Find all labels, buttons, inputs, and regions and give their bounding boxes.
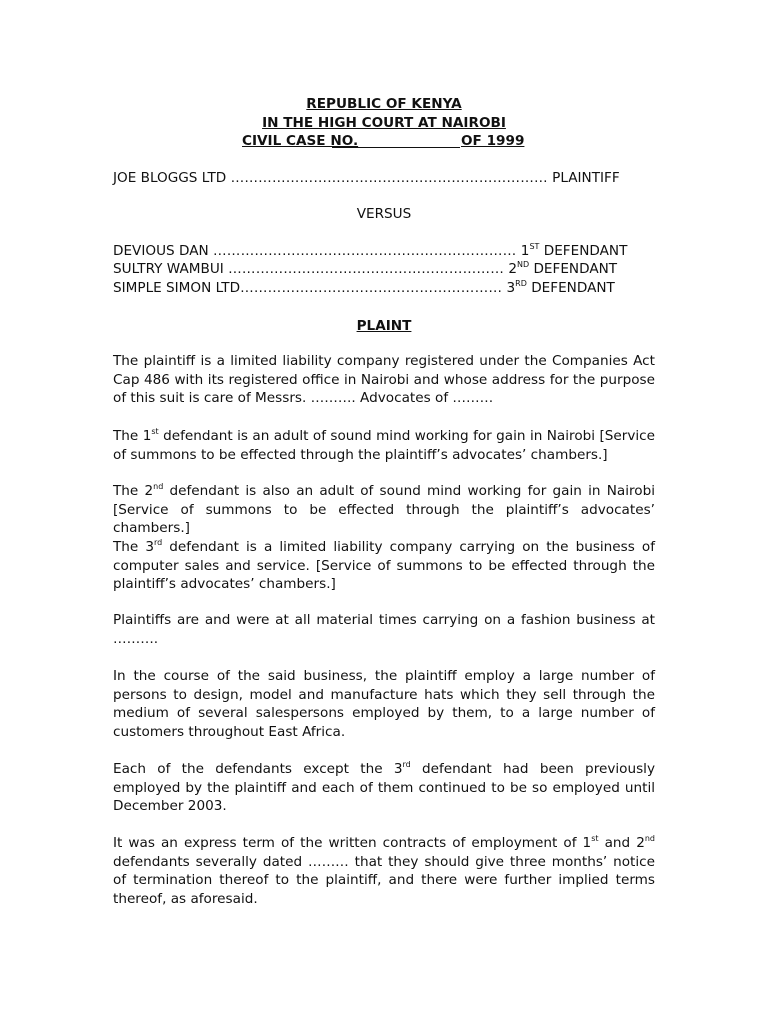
defendant-dots: …………………………………………………	[240, 280, 503, 296]
ordinal-suffix: nd	[644, 834, 655, 843]
paragraph-employees: In the course of the said business, the plaintiff employ a large number of persons to design, model and manufacture hats which they sell through the medium of several salespersons employed by them, to a large number of customers throughout East Africa.	[113, 668, 655, 740]
defendant-name: SULTRY WAMBUI	[113, 261, 224, 277]
court-header	[113, 95, 655, 151]
paragraph-text: defendants severally dated ……… that they should give three months’ notice of termination thereof to the plaintiff, and there were further implied terms thereof, as aforesaid.	[113, 853, 655, 907]
defendant-ordinal: 3	[506, 280, 516, 296]
defendant-line	[113, 260, 617, 279]
case-year: OF 1999	[461, 133, 525, 149]
plaintiff-role: PLAINTIFF	[552, 170, 620, 186]
defendant-role: DEFENDANT	[533, 261, 618, 277]
paragraph-first-defendant	[113, 427, 655, 464]
defendant-ordinal-suffix: RD	[515, 279, 527, 288]
plaint-title: PLAINT	[356, 318, 412, 334]
defendant-dots: …………………………………………………………	[213, 243, 517, 259]
defendant-ordinal: 1	[520, 243, 530, 259]
paragraph-text: defendant had been previously employed by the plaintiff and each of them continued to be so employed until December 2003.	[113, 761, 655, 814]
paragraph-employment	[113, 760, 655, 816]
header-court: IN THE HIGH COURT AT NAIROBI	[262, 114, 506, 131]
ordinal-suffix: rd	[402, 760, 411, 769]
plaintiff-name: JOE BLOGGS LTD	[113, 170, 227, 186]
ordinal-suffix: st	[591, 834, 599, 843]
ordinal-suffix: st	[151, 427, 159, 436]
defendant-line	[113, 279, 615, 298]
paragraph-text: The 2	[113, 483, 154, 499]
case-label: CIVIL CASE NO.	[242, 133, 359, 149]
paragraph-second-defendant	[113, 482, 655, 538]
defendant-name: DEVIOUS DAN	[113, 243, 209, 259]
paragraph-third-defendant	[113, 538, 655, 594]
paragraph-text: defendant is a limited liability company carrying on the business of computer sales and service. [Service of summons to be effected through the plaintiff’s advocates’ chambers.]	[113, 539, 655, 592]
case-number-blank	[332, 147, 460, 148]
defendant-role: DEFENDANT	[543, 243, 628, 259]
paragraph-text: and 2	[598, 835, 645, 851]
paragraph-contract-terms	[113, 834, 655, 908]
ordinal-suffix: nd	[153, 482, 164, 491]
header-republic: REPUBLIC OF KENYA	[306, 96, 462, 112]
paragraph-text: The 1	[113, 428, 152, 444]
paragraph-business: Plaintiffs are and were at all material times carrying on a fashion business at ……….	[113, 612, 655, 647]
defendant-name: SIMPLE SIMON LTD	[113, 280, 241, 296]
defendant-ordinal: 2	[508, 261, 517, 277]
plaintiff-dots: ……………………………………………………………	[230, 170, 548, 186]
paragraph-text: The 3	[113, 539, 154, 555]
defendant-dots: ……………………………………………………	[228, 261, 504, 277]
versus-heading: VERSUS	[356, 206, 412, 222]
paragraph-plaintiff: The plaintiff is a limited liability company registered under the Companies Act Cap 486 with its registered office in Nairobi and whose address for the purpose of this suit is care of Messrs. ………. Advocates of ………	[113, 353, 655, 406]
paragraph-text: defendant is an adult of sound mind working for gain in Nairobi [Service of summons to be effected through the plaintiff’s advocates’ chambers.]	[113, 428, 655, 463]
ordinal-suffix: rd	[154, 538, 163, 547]
paragraph-text: It was an express term of the written contracts of employment of 1	[113, 835, 592, 851]
defendant-ordinal-suffix: ST	[529, 242, 540, 251]
paragraph-text: Each of the defendants except the 3	[113, 761, 403, 777]
plaintiff-line	[113, 169, 620, 188]
defendant-line	[113, 242, 627, 261]
defendant-ordinal-suffix: ND	[516, 260, 530, 269]
paragraph-text: defendant is also an adult of sound mind working for gain in Nairobi [Service of summons to be effected through the plaintiff’s advocates’ chambers.]	[113, 483, 655, 536]
defendant-role: DEFENDANT	[531, 280, 615, 296]
header-case-number	[113, 132, 655, 151]
